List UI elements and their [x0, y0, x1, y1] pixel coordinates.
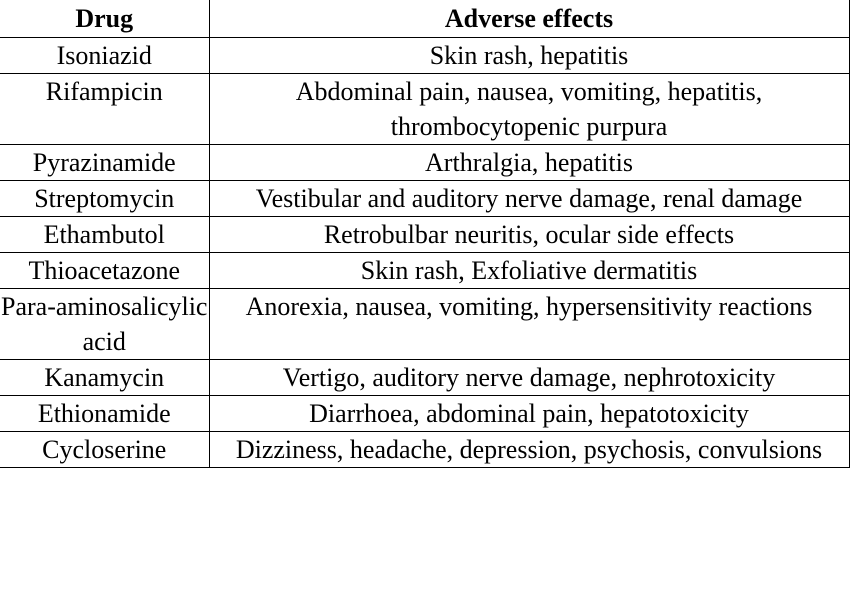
- adverse-effects-column-header: Adverse effects: [209, 0, 849, 38]
- drug-cell: Streptomycin: [0, 181, 209, 217]
- adverse-effects-cell: Dizziness, headache, depression, psychosis, convulsions: [209, 432, 849, 468]
- drug-cell: Kanamycin: [0, 360, 209, 396]
- drug-cell: Para-aminosalicylic acid: [0, 289, 209, 360]
- table-row: [0, 145, 849, 181]
- table-row: [0, 396, 849, 432]
- adverse-effects-cell: Vestibular and auditory nerve damage, renal damage: [209, 181, 849, 217]
- table-row: [0, 432, 849, 468]
- adverse-effects-cell: Skin rash, hepatitis: [209, 38, 849, 74]
- drug-cell: Pyrazinamide: [0, 145, 209, 181]
- table-row: [0, 217, 849, 253]
- table-row: [0, 253, 849, 289]
- table-row: [0, 289, 849, 360]
- adverse-effects-cell: Skin rash, Exfoliative dermatitis: [209, 253, 849, 289]
- drug-cell: Cycloserine: [0, 432, 209, 468]
- drug-cell: Isoniazid: [0, 38, 209, 74]
- drug-cell: Rifampicin: [0, 74, 209, 145]
- adverse-effects-cell: Anorexia, nausea, vomiting, hypersensitivity reactions: [209, 289, 849, 360]
- table-row: [0, 38, 849, 74]
- drug-column-header: Drug: [0, 0, 209, 38]
- adverse-effects-cell: Retrobulbar neuritis, ocular side effects: [209, 217, 849, 253]
- table-row: [0, 181, 849, 217]
- drug-cell: Ethambutol: [0, 217, 209, 253]
- adverse-effects-cell: Arthralgia, hepatitis: [209, 145, 849, 181]
- table-row: [0, 360, 849, 396]
- header-row: [0, 0, 849, 38]
- table-row: [0, 74, 849, 145]
- drug-cell: Thioacetazone: [0, 253, 209, 289]
- drug-cell: Ethionamide: [0, 396, 209, 432]
- adverse-effects-cell: Diarrhoea, abdominal pain, hepatotoxicity: [209, 396, 849, 432]
- adverse-effects-cell: Abdominal pain, nausea, vomiting, hepatitis, thrombocytopenic purpura: [209, 74, 849, 145]
- adverse-effects-cell: Vertigo, auditory nerve damage, nephrotoxicity: [209, 360, 849, 396]
